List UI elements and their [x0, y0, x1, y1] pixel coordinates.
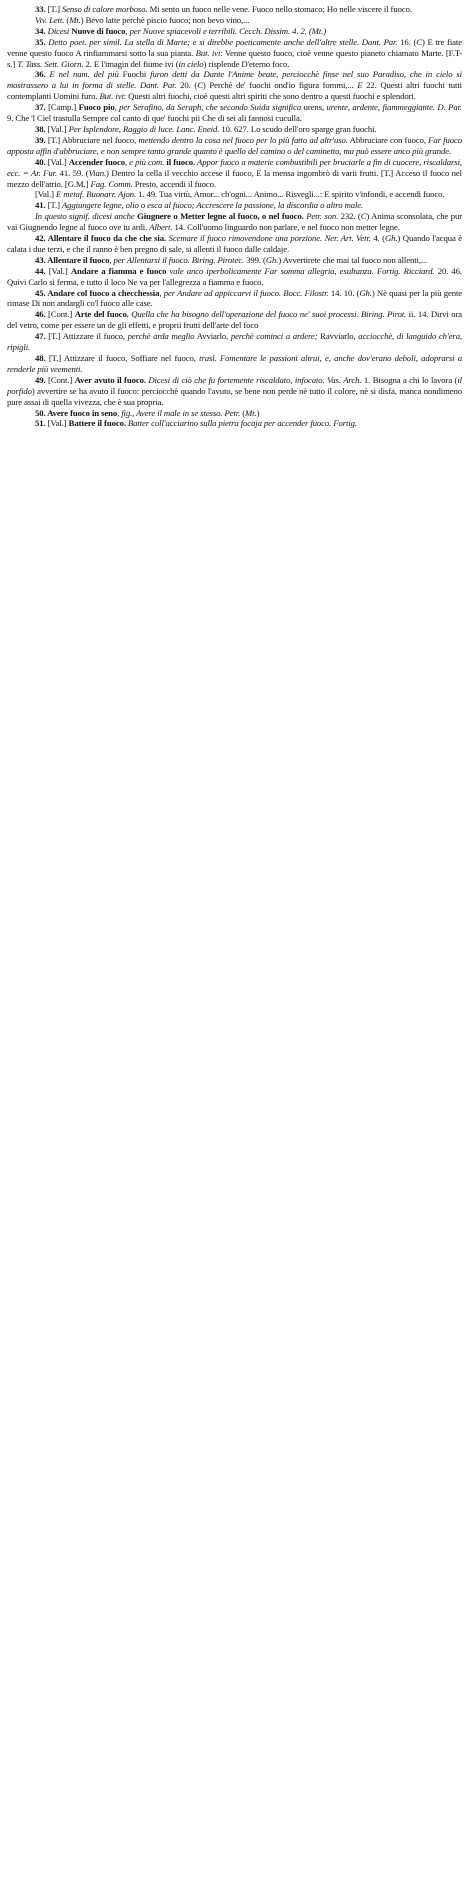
entry-text-segment: [T.] [48, 353, 64, 363]
entry-text-segment: , fig., Avere il male in se stesso. Petr. [117, 407, 241, 418]
dictionary-entry [7, 353, 462, 375]
entry-text-segment: Gh. [384, 233, 398, 244]
dictionary-entry [7, 211, 462, 233]
entry-text-segment: ) Quando l'acqua è calata i due terzi, e che il ranno è ben pregno di sale, si allenti il fuoco dalle caldaje. [7, 233, 462, 254]
entry-text-segment: 22. Questi altri fuochi tutti contemplanti Uomini furo. [7, 80, 462, 102]
entry-text-segment: [Val.] [48, 265, 71, 276]
entry-text-segment: ) Avvertirete che mai tal fuoco non allenti,... [278, 254, 428, 265]
entry-text-segment: Fuoco pio [78, 102, 115, 113]
entry-text-segment: Attizzare il fuoco, Soffiare nel fuoco, [63, 353, 200, 363]
entry-text-segment: But. ivi [99, 91, 124, 102]
entry-text-segment: 51. [35, 418, 48, 429]
entry-text-segment: 36. [35, 69, 50, 80]
entry-text-segment: 1. 49. Tua virtù, Amor... ch'ogni... Animo... Risvegli...: E spirito v'infondi, e accendi fuoco. [136, 189, 445, 200]
entry-text-segment: Allentare il fuoco da che che sia. [47, 233, 167, 244]
entry-text-segment: , per Nuove spiacevoli e terribili. Cecch. Dissim. 4. 2. (Mt.) [125, 25, 326, 36]
dictionary-entry [7, 233, 462, 255]
entry-text-segment: Fag. Comm. [90, 178, 133, 189]
entry-text-segment: Arte del fuoco. [74, 309, 129, 320]
entry-text-segment: ) E tre fiate venne questo fuoco A rinfiammarsi sotto la sua pianta. [7, 36, 462, 58]
entry-text-segment: [Val.] [35, 189, 57, 200]
entry-text-segment: ) risplende D'eterno foco. [203, 58, 290, 69]
entry-text-segment: Andare col fuoco a checchessia [47, 287, 160, 298]
entry-text-segment: 44. [35, 265, 49, 276]
entry-text-segment: C [197, 80, 203, 91]
entry-text-segment: Ravviarlo, [317, 331, 359, 342]
entry-text-segment: [Val.] [47, 418, 69, 429]
entry-text-segment: , e più com. [124, 156, 167, 167]
entry-text-segment: 20. ( [176, 80, 198, 91]
entry-text-segment: 38. [35, 123, 48, 134]
entry-text-segment: [Val.] [47, 156, 69, 167]
entry-text-segment: [T.] [47, 134, 62, 145]
entry-text-segment: [T.] [47, 4, 62, 14]
entry-text-segment: E [357, 80, 363, 91]
entry-text-segment: Gh. [265, 254, 279, 265]
entry-text-segment: 37. [35, 102, 49, 113]
entry-text-segment: Scemare il fuoco rimovendone una porzione. Ner. Art. Vetr. [166, 233, 371, 244]
entry-text-segment: Vian. [88, 167, 107, 178]
entry-text-segment: E metaf. Buonarr. Ajon. [56, 189, 137, 200]
entry-text-segment: ( [64, 14, 70, 25]
entry-text-segment: 41. [35, 200, 48, 211]
dictionary-entry [7, 26, 462, 37]
entry-text-segment: Mi sento un fuoco nelle vene. Fuoco nello stomaco; Ho nelle viscere il fuoco. [147, 4, 412, 14]
entry-text-segment: 50. [35, 407, 48, 418]
entry-text-segment: il porfido [7, 374, 462, 396]
entry-text-segment: 9. Che 'l Ciel trastulla Sempre col canto di que' fuochi pii Che di sei ali fannosi cuculla. [7, 113, 302, 124]
entry-text-segment: [Cont.] [48, 374, 75, 385]
entry-text-segment: 14. Coll'uomo linguardo non parlare, e nel fuoco non metter legne. [172, 222, 400, 233]
entry-text-segment: C [416, 36, 422, 47]
entry-text-segment: Aver avuto il fuoco. [74, 374, 146, 385]
entry-text-segment: 2. E l'imagin del fiume ivi ( [83, 58, 179, 69]
entry-text-segment: Nuove di fuoco [71, 25, 126, 36]
entry-text-segment: But. ivi [195, 47, 221, 58]
dictionary-entry [7, 418, 462, 429]
entry-text-segment: 39. [35, 134, 48, 145]
entry-text-segment: 399. ( [244, 254, 266, 265]
dictionary-entry [7, 255, 462, 266]
entry-text-segment: , per Allentarsi il fuoco. Biring. Pirotec. [109, 254, 245, 265]
dictionary-entry [7, 408, 462, 419]
entry-text-segment: T. Tass. Sett. Giorn. [17, 58, 84, 69]
entry-text-segment: 46. [35, 309, 49, 320]
entry-text-segment: Giugnere o Metter legne al fuoco, o nel fuoco. [137, 211, 304, 222]
dictionary-entry [7, 288, 462, 310]
entry-text-segment: acciocchè, di languido ch'era, ripigli. [7, 331, 463, 353]
dictionary-entry [7, 331, 462, 353]
entry-text-segment: 20. 46. Quivi Carlo si ferma, e tutto il loco Ne va per l'allegrezza a fiamma e fuoco. [7, 265, 462, 287]
entry-text-segment: 47. [35, 331, 49, 342]
entry-text-segment: 40. [35, 156, 48, 167]
entry-text-segment: Dicesi [47, 25, 72, 36]
entry-text-segment: urens [303, 102, 322, 113]
entry-text-segment: 49. [35, 374, 49, 385]
dictionary-entry [7, 157, 462, 190]
entry-text-segment: 4. ( [370, 233, 385, 244]
dictionary-entry [7, 124, 462, 135]
dictionary-entry [7, 266, 462, 288]
entry-text-segment: Albert. [149, 222, 173, 233]
entry-text-segment: perchè cominci a ardere; [230, 331, 318, 342]
entry-text-segment: in cielo [178, 58, 204, 69]
entry-text-segment: Mt. [69, 14, 81, 25]
entry-text-segment: 10. 627. Lo scudo dell'oro sparge gran fuochi. [219, 123, 377, 134]
entry-text-segment: 34. [35, 25, 48, 36]
entry-text-segment: , urente, ardente, fiammeggiante. D. Par. [321, 102, 462, 113]
entry-text-segment: ii. 14. Dirvi ora del vetro, come per essere un de gli effetti, e proprii frutti dell'arte del foco [7, 309, 462, 331]
entry-text-segment: 33. [35, 4, 48, 14]
entry-text-segment: ) [256, 407, 260, 418]
entry-text-segment: mettendo dentro la cosa nel fuoco per lo più fatto ad altr'uso. [138, 134, 348, 145]
entry-text-segment: [T.] [48, 331, 63, 342]
dictionary-entry [7, 189, 462, 200]
entry-text-segment: ) Nè quasi per la più gente rimase Di non andargli co'l fuoco alle case. [7, 287, 463, 309]
entry-text-segment: [Camp.] [48, 102, 79, 113]
dictionary-entry [7, 200, 462, 211]
entry-text-segment: , per Serafino, da Seraph, che secondo Suida significa [114, 102, 304, 113]
entry-text-segment: [Cont.] [48, 309, 75, 320]
entry-text-segment: : Venne questo fuoco, cioè venne questo pianeto chiamato Marte. [F.T-s.] [7, 47, 462, 69]
entry-text-segment: trasl. Fomentare le passioni altrui, e, anche dov'erano deboli, adoprarsi a renderle più veementi. [7, 353, 463, 374]
entry-text-segment: Far fuoco apposta affin d'abbruciare, e non sempre tanto grande quanto è quello del camino o del caminetto, ma può essere anco più grande. [7, 134, 462, 156]
entry-text-segment: furon detti da Dante l'Anime beate, perciocchè finse nel suo Paradiso, che in cielo si mostrassero a lui in forma di stelle. Dant. Par. [7, 69, 463, 91]
entry-text-segment: il fuoco. [166, 156, 196, 167]
entry-text-segment: Abbruciare con fuoco, [347, 134, 429, 145]
entry-text-segment: Petr. son. [303, 211, 339, 222]
entry-text-segment: Avviarlo, [194, 331, 231, 342]
dictionary-entry [7, 309, 462, 331]
entry-text-segment: C [360, 211, 367, 222]
entry-text-segment: : Questi altri fuochi, cioè questi altri spiriti che sono dentro a questi fuochi e splendori. [123, 91, 416, 102]
entry-text-segment: Avere fuoco in seno [47, 407, 118, 418]
entry-text-segment: Mt. [245, 407, 257, 418]
entry-text-segment: 232. ( [338, 211, 361, 222]
entry-text-segment: ) Perchè de' fuochi ond'io figura fommi,... [202, 80, 358, 91]
entry-text-segment: Batter coll'acciarino sulla pietra focaja per accender fuoco. Fortig. [125, 418, 357, 429]
entry-text-segment: Detto poet. per simil. La stella di Marte; e si direbbe poeticamente anche dell'altre stelle. Dant. Par. [48, 36, 398, 47]
entry-text-segment: , per Andare ad appiccarvi il fuoco. Bocc. Filostr. [159, 287, 329, 298]
dictionary-entry [7, 37, 462, 70]
entry-text-segment: E nel num. del più [49, 69, 123, 80]
entry-text-segment: Quella che ha bisogno dell'operazione del fuoco ne' suoi processi. Biring. Pirot. [128, 309, 407, 320]
entry-text-segment: perchè arda meglio [127, 331, 195, 342]
entry-text-segment: 16. ( [397, 36, 417, 47]
entry-text-segment: Presto, accendi il fuoco. [132, 178, 216, 189]
entry-text-segment: Battere il fuoco. [68, 418, 126, 429]
entry-text-segment: 42. [35, 233, 48, 244]
dictionary-entry [7, 69, 462, 102]
entry-text-segment: Accender fuoco [68, 156, 125, 167]
entry-text-segment: Aggiungere legne, olio o esca al fuoco; Accrescere la passione, la discordia o altro male. [61, 200, 364, 211]
entry-text-segment: Appor fuoco a materie combustibili per bruciarle a fin di cuocere, riscaldarsi, ecc. = Ar. Fur. [7, 156, 462, 178]
dictionary-entry [7, 15, 462, 26]
dictionary-entry [7, 375, 462, 408]
entry-text-segment: Senso di calore morboso. [61, 4, 148, 14]
dictionary-entry [7, 4, 462, 15]
entry-text-segment: Fuochi [122, 69, 151, 80]
entry-text-segment: Per Isplendore, Raggio di luce. Lanc. Eneid. [68, 123, 220, 134]
entry-text-segment: Abbruciare nel fuoco, [61, 134, 139, 145]
entry-text-segment: 43. [35, 254, 48, 265]
entry-text-segment: ) Dentro la cella il vecchio accese il fuoco, E la mensa ingombrò di varii frutti. [T.] Acceso il fuoco nel mezzo dell'atrio. [G.M.] [7, 167, 462, 189]
entry-text-segment: 45. [35, 287, 48, 298]
entry-text-segment: Attizzare il fuoco, [62, 331, 128, 342]
entry-text-segment: Gh. [359, 287, 372, 298]
entry-text-segment: vale anco iperbolicamente Far somma allegria, esultanza. Fortig. Ricciard. [166, 265, 435, 276]
entry-text-segment: ) avvertire se ha avuto il fuoco: perciocchè quando l'avuto, se bene non perde nè tutto il colore, nè si disfa, manca nondimeno pure assai di quella vivezza, che è sua propria. [7, 385, 462, 407]
dictionary-entry [7, 102, 462, 124]
entry-text-segment: Andare a fiamma e fuoco [70, 265, 167, 276]
entry-text-segment: 41. 59. ( [57, 167, 89, 178]
entry-text-segment: 48. [35, 353, 49, 363]
entry-text-segment: 1. Bisogna a chi lo lavora ( [361, 374, 458, 385]
entry-text-segment: Viv. Lett. [35, 14, 65, 25]
entry-text-segment: [Val.] [47, 123, 69, 134]
entry-text-segment: 35. [35, 36, 49, 47]
entry-text-segment: ) Anima sconsolata, che pur vai Giugnendo legne al fuoco ove tu ardi. [7, 211, 463, 233]
entry-text-segment: ) Bevo latte perchè piscio fuoco; non bevo vino,... [80, 14, 250, 25]
entry-text-segment: In questo signif. dicesi anche [35, 211, 138, 222]
entry-text-segment: Allentare il fuoco [47, 254, 110, 265]
entry-text-segment: Dicesi di ciò che fu fortemente riscaldato, infocato. Vas. Arch. [145, 374, 362, 385]
dictionary-entry [7, 135, 462, 157]
entry-text-segment: ( [240, 407, 246, 418]
entry-text-segment: [T.] [47, 200, 62, 211]
entry-text-segment: 14. 10. ( [328, 287, 360, 298]
